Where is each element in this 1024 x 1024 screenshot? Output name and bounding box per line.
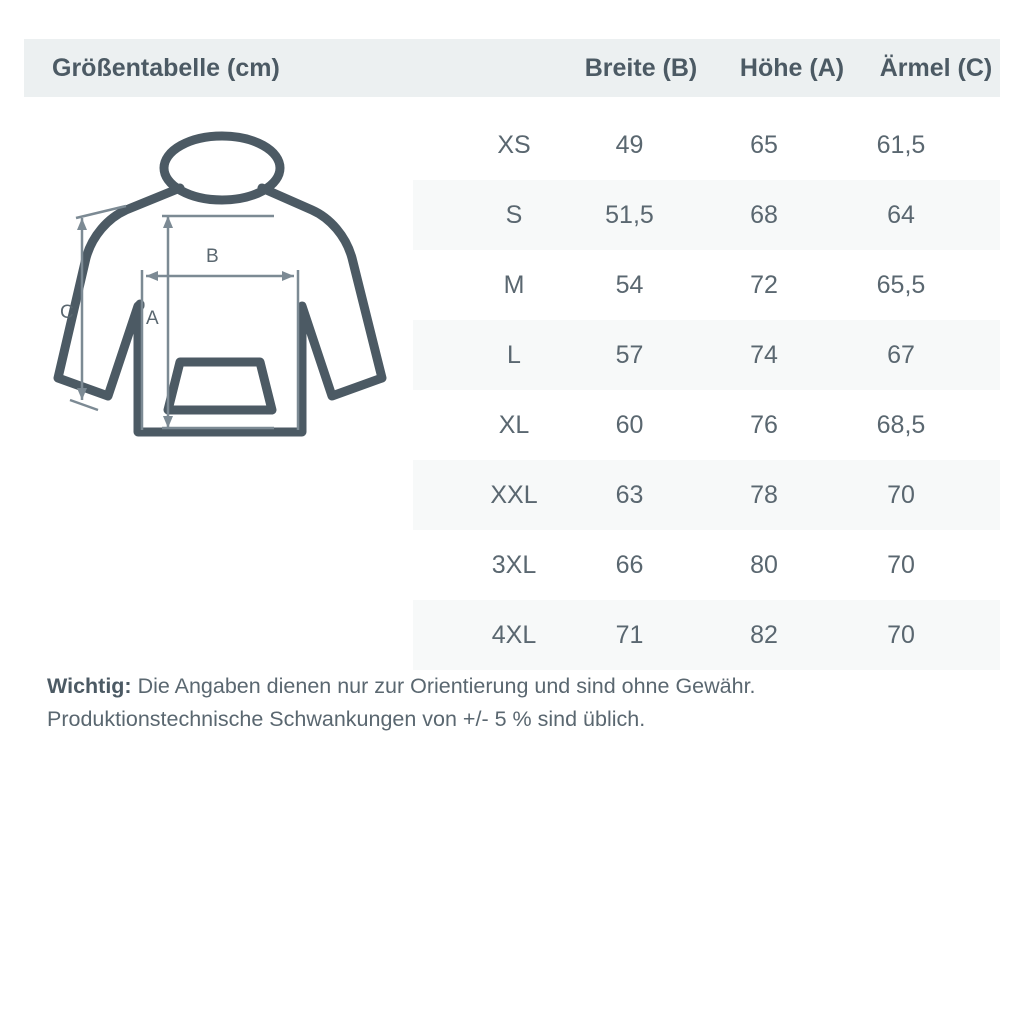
cell-size: M xyxy=(503,270,525,299)
table-row xyxy=(413,600,1000,670)
table-row xyxy=(413,110,1000,180)
cell-size: XS xyxy=(497,130,531,159)
guide-line-cuff xyxy=(70,400,98,410)
cell-size: XL xyxy=(498,410,530,439)
cell-width: 60 xyxy=(615,410,644,439)
label-c: C xyxy=(60,302,74,323)
cell-height: 82 xyxy=(750,620,778,649)
pocket-shape xyxy=(168,362,272,410)
cell-sleeve: 61,5 xyxy=(876,130,926,159)
cell-size: XXL xyxy=(490,480,538,509)
cell-sleeve: 70 xyxy=(887,620,915,649)
size-table-body xyxy=(413,110,1000,670)
table-header xyxy=(24,39,1000,97)
cell-height: 68 xyxy=(750,200,778,229)
cell-size: L xyxy=(507,340,521,369)
cell-height: 78 xyxy=(750,480,778,509)
table-row xyxy=(413,460,1000,530)
column-header-sleeve: Ärmel (C) xyxy=(879,53,993,82)
cell-height: 80 xyxy=(750,550,778,579)
cell-width: 57 xyxy=(615,340,644,369)
cell-sleeve: 65,5 xyxy=(876,270,926,299)
label-a: A xyxy=(146,308,159,329)
disclaimer-line-2: Produktionstechnische Schwankungen von +/- 5 % sind üblich. xyxy=(47,707,646,731)
cell-sleeve: 70 xyxy=(887,550,915,579)
cell-height: 76 xyxy=(750,410,778,439)
cell-width: 71 xyxy=(615,620,644,649)
column-header-width: Breite (B) xyxy=(584,53,698,82)
cell-size: 3XL xyxy=(491,550,537,579)
label-b: B xyxy=(206,246,219,267)
disclaimer-label: Wichtig: xyxy=(47,674,132,698)
page-title: Größentabelle (cm) xyxy=(52,53,280,82)
cell-width: 63 xyxy=(615,480,644,509)
cell-width: 49 xyxy=(615,130,644,159)
cell-height: 72 xyxy=(750,270,778,299)
cell-width: 51,5 xyxy=(605,200,654,229)
cell-sleeve: 67 xyxy=(887,340,915,369)
hoodie-diagram xyxy=(30,110,410,470)
hoodie-diagram-svg xyxy=(30,110,410,470)
cell-size: S xyxy=(505,200,523,229)
disclaimer-line-1: Die Angaben dienen nur zur Orientierung und sind ohne Gewähr. xyxy=(131,674,756,698)
cell-height: 74 xyxy=(750,340,778,369)
cell-height: 65 xyxy=(750,130,778,159)
table-row xyxy=(413,250,1000,320)
body-outline xyxy=(58,188,382,432)
table-row xyxy=(413,180,1000,250)
cell-size: 4XL xyxy=(491,620,537,649)
cell-width: 54 xyxy=(615,270,644,299)
cell-width: 66 xyxy=(615,550,644,579)
table-row xyxy=(413,320,1000,390)
disclaimer-note xyxy=(47,670,987,736)
cell-sleeve: 68,5 xyxy=(876,410,926,439)
cell-sleeve: 70 xyxy=(887,480,915,509)
table-row xyxy=(413,390,1000,460)
cell-sleeve: 64 xyxy=(887,200,915,229)
column-header-height: Höhe (A) xyxy=(739,53,845,82)
table-row xyxy=(413,530,1000,600)
